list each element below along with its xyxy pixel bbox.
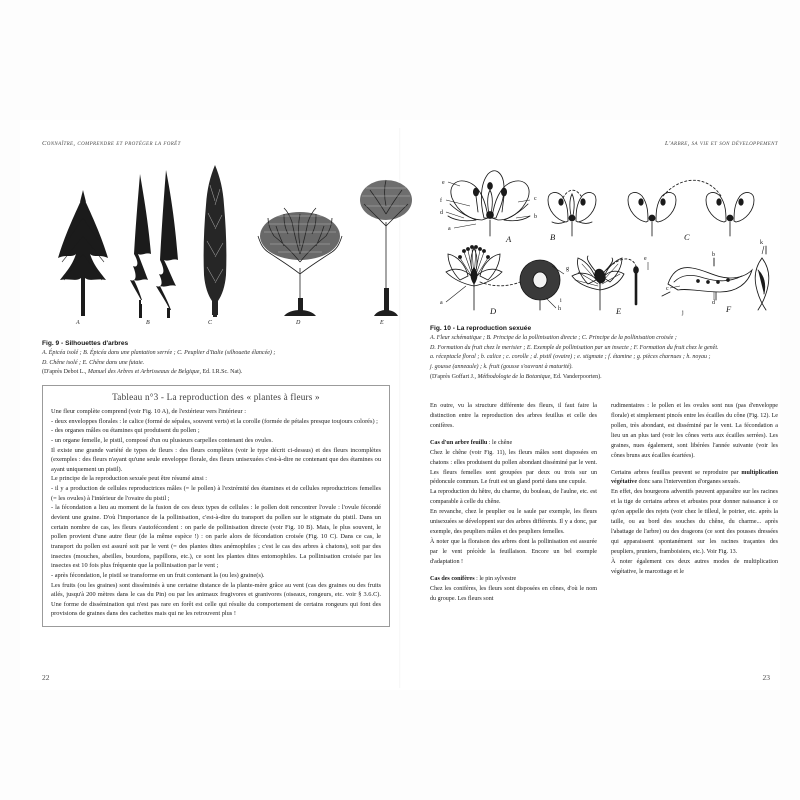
figure-10-panel-c: [628, 193, 754, 236]
tree-letter-d: D: [296, 320, 301, 326]
tableau-3-paragraph-2: - deux enveloppes florales : le calice (formé de sépales, souvent verts) et la corolle (formée de pétales presque toujours colorés) ;: [51, 417, 378, 425]
figure-10-part-a2: a: [440, 300, 443, 306]
figure-9-caption-line-2: D. Chêne isolé ; E. Chêne dans une futaie.: [42, 359, 145, 366]
figure-10-part-j: j: [682, 310, 684, 316]
figure-10-illustrations: [430, 162, 778, 322]
figure-10-part-g: g: [566, 266, 569, 272]
figure-10-panel-d: [446, 246, 560, 311]
figure-9-tree-silhouettes: [42, 168, 392, 338]
rc-left-paragraph-4: En revanche, chez le peuplier ou le saule par exemple, les fleurs unisexuées se développent sur des arbres différents. Il y a donc, par exemple, des peupliers mâles et des peupliers femelles.: [430, 509, 597, 536]
figure-10-part-b2: b: [712, 252, 715, 258]
figure-10-part-c2: c: [666, 286, 669, 292]
rc-left-heading-feuillu: [430, 439, 597, 449]
figure-10-source-suffix: , Ed. Vanderpoorten).: [550, 373, 602, 380]
figure-10-part-c: c: [534, 196, 537, 202]
tableau-3-paragraph-5: Il existe une grande variété de types de fleurs : des fleurs complètes (voir le type décrit ci-dessus) et des fleurs incomplètes (exemples : des fleurs n'ayant qu'une seule enveloppe florale, des fleurs unisexuées c'est-à-dire ne contenant que des étamines ou ayant uniquement un pistil).: [51, 446, 381, 473]
rc-right-paragraph-4: À noter également ces deux autres modes de multiplication végétative, le marcottage et le: [611, 558, 778, 575]
figure-10-source-title: Méthodologie de la Botanique: [477, 373, 551, 380]
figure-9-caption: [42, 340, 392, 378]
figure-10-caption-line-3: a. réceptacle floral ; b. calice ; c. corolle ; d. pistil (ovaire) ; e. stigmate ; f. étamine ; g. pièces charnues ; h. noyau ;: [430, 354, 711, 361]
tableau-3-paragraph-8: - la fécondation a lieu au moment de la fusion de ces deux types de cellules : le pollen doit rencontrer l'ovule : l'ovule fécondé devient une graine. D'où l'importance de la pollinisation, c'est-à-dire du transport du pollen sur le stigmate du pistil. Dans un certain nombre de cas, les fleurs s'autofécondent : on parle de pollinisation directe (voir Fig. 10 B). Mais, le plus souvent, le pollen provient d'une autre fleur (de la même espèce !) : on parle alors de fécondation croisée (Fig. 10 C). Dans ce cas, le transport du pollen est assuré soit par le vent (= des plantes dites anémophiles ; c'est le cas des arbres à chatons), soit par des insectes (mouches, abeilles, bourdons, papillons, etc.), ce sont les plantes dites entomophiles. La pollinisation croisée par les insectes est 10 fois plus fréquente que la pollinisation par le vent ;: [51, 504, 381, 570]
tableau-3-paragraph-7: - il y a production de cellules reproductrices mâles (= le pollen) à l'extrémité des étamines et de cellules reproductrices femelles (= les ovules) à l'intérieur de l'ovaire du pistil ;: [51, 485, 381, 502]
rc-right-paragraph-1: rudimentaires : le pollen et les ovules sont nus (pas d'enveloppe florale) et simplement pincés entre les écailles du cône (Fig. 12). Le pollen, très abondant, est disséminé par le vent. La fécondation a lieu un an plus tard (voir les cônes verts aux écailles serrées). Les graines, nues également, sont libérées l'année suivante (voir les cônes bruns aux écailles écartées).: [611, 403, 778, 459]
rc-right-p2-a: Certains arbres feuillus peuvent se reproduire par: [611, 469, 742, 476]
rc-left-heading-feuillu-bold: Cas d'un arbre feuillu: [430, 439, 488, 446]
tree-letter-b: B: [146, 320, 150, 326]
tree-letter-a: A: [76, 320, 80, 326]
figure-10-letter-a: A: [506, 234, 512, 244]
rc-right-p2-bold: multiplication végétative: [611, 469, 778, 486]
figure-10-part-f: f: [440, 198, 442, 204]
figure-9-source: [42, 368, 392, 378]
rc-left-heading-coniferes: [430, 575, 597, 585]
figure-10-letter-e: E: [616, 306, 622, 316]
left-page-number: 22: [42, 673, 50, 682]
rc-left-paragraph-5: À noter que la floraison des arbres dont la pollinisation est assurée par le vent précède la feuillaison. Encore un bel exemple d'adaptation !: [430, 538, 597, 565]
figure-9-source-title: Manuel des Arbres et Arbrisseaux de Belgique: [87, 369, 200, 376]
rc-left-paragraph-3: La reproduction du hêtre, du charme, du bouleau, de l'aulne, etc. est comparable à celle du chêne.: [430, 489, 597, 506]
figure-10-caption-line-4: j. gousse (anneaule) ; k. fruit (gousse s'ouvrant à maturité).: [430, 364, 573, 371]
rc-left-heading-coniferes-tail: : le pin sylvestre: [474, 575, 517, 582]
figure-10-caption-line-1: A. Fleur schématique ; B. Principe de la pollinisation directe ; C. Principe de la pollinisation croisée ;: [430, 335, 677, 341]
figure-10-panel-b: [548, 193, 596, 236]
figure-10-title: Fig. 10 - La reproduction sexuée: [430, 325, 532, 332]
figure-9-title: Fig. 9 - Silhouettes d'arbres: [42, 340, 129, 347]
tree-silhouette-e: [358, 170, 414, 326]
figure-10-part-i: i: [560, 298, 562, 304]
right-page-columns: [430, 402, 778, 605]
tableau-3-paragraph-1: Une fleur complète comprend (voir Fig. 10 A), de l'extérieur vers l'intérieur :: [51, 408, 247, 415]
figure-10-letter-f: F: [726, 304, 732, 314]
figure-10-source: [430, 373, 778, 383]
figure-10-part-e2: e: [644, 256, 647, 262]
tableau-3-paragraph-6: Le principe de la reproduction sexuée peut être résumé ainsi :: [51, 475, 208, 483]
tableau-3-paragraph-4: - un organe femelle, le pistil, composé d'un ou plusieurs carpelles contenant des ovules.: [51, 436, 273, 444]
rc-right-p2-c: donc sans l'intervention d'organes sexués.: [637, 479, 741, 486]
figure-10-letter-c: C: [684, 232, 690, 242]
rc-left-paragraph-1: En outre, vu la structure différente des fleurs, il faut faire la distinction entre la reproduction des arbres feuillus et celle des conifères.: [430, 403, 597, 429]
rc-left-heading-feuillu-tail: : le chêne: [487, 439, 513, 446]
tree-silhouette-d: [254, 202, 346, 326]
figure-10-source-prefix: (D'après Goffart J.,: [430, 373, 478, 380]
figure-9-source-suffix: , Ed. I.R.Sc. Nat).: [199, 369, 243, 376]
figure-9-caption-line-1: A. Épicéa isolé ; B. Épicéa dans une plantation serrée ; C. Peuplier d'Italie (silhouette élancée) ;: [42, 350, 276, 356]
rc-left-paragraph-6: Chez les conifères, les fleurs sont disposées en cônes, d'où le nom du groupe. Les fleurs sont: [430, 585, 597, 602]
figure-10-panel-f: [662, 246, 769, 310]
figure-10-part-h: h: [558, 306, 561, 312]
figure-10-part-d: d: [440, 210, 443, 216]
tree-silhouette-c: [192, 165, 238, 326]
rc-left-heading-coniferes-bold: Cas des conifères: [430, 575, 475, 582]
tableau-3-box: [42, 385, 390, 627]
figure-10-part-b: b: [534, 214, 537, 220]
tableau-3-paragraph-9: - après fécondation, le pistil se transforme en un fruit contenant la (ou les) graine(s).: [51, 571, 265, 579]
tableau-3-paragraph-10: Les fruits (ou les graines) sont disséminés à une certaine distance de la plante-mère grâce au vent (cas des graines ou des fruits ailés, jusqu'à 200 mètres dans le cas du Pin) ou par les animaux frugivores et granivores (oiseaux, rongeurs, etc. voir § 3.6.C). Une forme de dissémination qui n'est pas rare en forêt est celle qui résulte du comportement de certains rongeurs qui font des provisions de graines dans des cachettes mais qui ne les retrouvent plus !: [51, 581, 381, 618]
tableau-3-title: Tableau n°3 - La reproduction des « plantes à fleurs »: [112, 392, 320, 402]
rc-right-paragraph-3: En effet, des bourgeons adventifs peuvent apparaître sur les racines et la tige de certains arbres et arbustes pour donner naissance à ce qu'on appelle des rejets (voir chez le tilleul, le poirier, etc. après la taille, ou au bord des souches du chêne, du charme... après l'abattage de l'arbre) ou des drageons (ce sont des pousses dressées qui apparaissent spontanément sur les racines traçantes des peupliers, pruniers, framboisiers, etc.). Voir Fig. 13.: [611, 489, 778, 555]
left-running-head: Connaître, comprendre et protéger la forêt: [42, 140, 181, 147]
figure-10-caption: [430, 325, 778, 383]
right-column-left: [430, 402, 597, 605]
figure-10-part-e: e: [442, 180, 445, 186]
figure-10-part-d2: d: [712, 300, 715, 306]
figure-10-letter-b: B: [550, 232, 556, 242]
tree-silhouette-b: [124, 168, 182, 326]
right-page-number: 23: [762, 673, 770, 682]
figure-10-panel-e: [572, 256, 638, 310]
tree-letter-c: C: [208, 320, 213, 326]
figure-10-caption-line-2: D. Formation du fruit chez le merisier ; E. Exemple de pollinisation par un insecte ; F. Formation du fruit chez le genêt.: [430, 344, 719, 351]
tree-letter-e: E: [380, 320, 384, 326]
right-column-right: [611, 402, 778, 605]
figure-10-part-a: a: [448, 226, 451, 232]
tree-silhouette-a: [50, 188, 116, 326]
tableau-3-paragraph-3: - des organes mâles ou étamines qui produisent du pollen ;: [51, 427, 200, 435]
figure-9-source-prefix: (D'après Debot L.,: [42, 369, 88, 376]
figure-10-part-k: k: [760, 240, 763, 246]
right-running-head: L'arbre, sa vie et son développement: [664, 140, 778, 147]
rc-right-paragraph-2: [611, 469, 778, 489]
rc-left-paragraph-2: Chez le chêne (voir Fig. 11), les fleurs mâles sont disposées en chatons : elles produisent du pollen abondant disséminé par le vent. Les fleurs femelles sont groupées par deux ou trois sur un pédoncule commun. Le fruit est un gland porté dans une cupule.: [430, 449, 597, 486]
figure-10-letter-d: D: [490, 306, 497, 316]
